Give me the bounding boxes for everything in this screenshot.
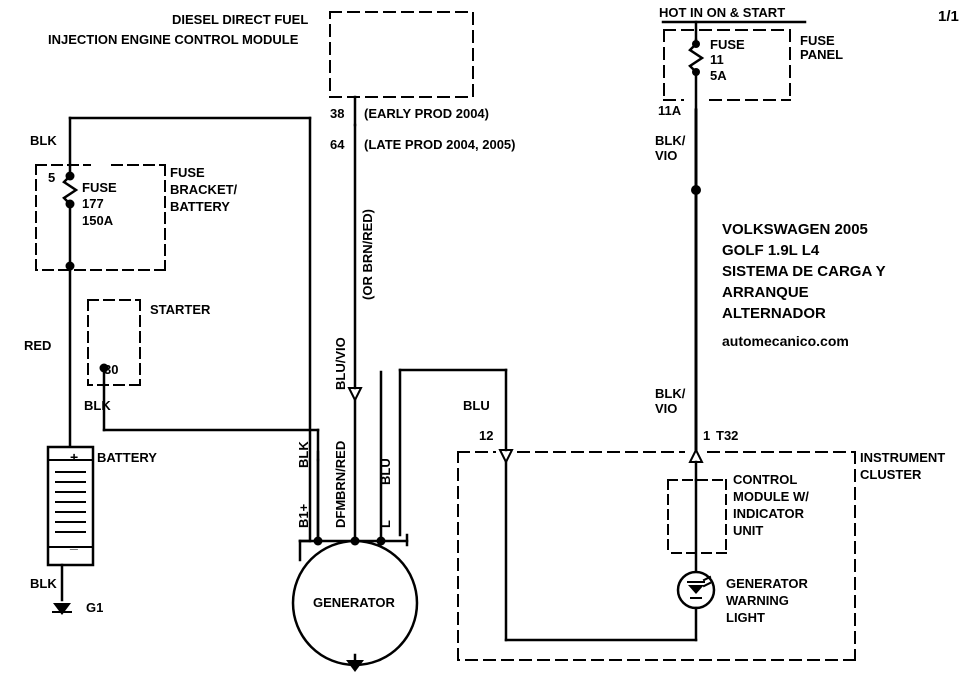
battery-label: BATTERY	[97, 450, 157, 465]
fuse-bracket-line1: FUSE	[170, 165, 205, 180]
blk-top-left-label: BLK	[30, 133, 57, 148]
l-terminal-label: L	[378, 520, 393, 528]
blk-vio-top-line2: VIO	[655, 148, 678, 163]
blk-vio-top-line1: BLK/	[655, 133, 686, 148]
diagram-title-line-3: SISTEMA DE CARGA Y	[722, 263, 886, 280]
pin-64-label: 64	[330, 137, 345, 152]
fuse-11-label-line1: FUSE	[710, 37, 745, 52]
blk-ground-label: BLK	[30, 576, 57, 591]
battery-plus-symbol: +	[70, 449, 79, 465]
blu-vio-wire-label: BLU/VIO	[333, 337, 348, 390]
battery-minus-symbol: _	[70, 535, 78, 551]
fuse-11-label-line2: 11	[710, 52, 724, 67]
red-wire-label: RED	[24, 338, 52, 353]
generator-warning-line3: LIGHT	[726, 610, 765, 625]
fuse-panel-label-line2: PANEL	[800, 47, 844, 62]
ecm-label-line1: DIESEL DIRECT FUEL	[172, 12, 309, 27]
blk-vio-bottom-line1: BLK/	[655, 386, 686, 401]
pin-38-note: (EARLY PROD 2004)	[364, 106, 489, 121]
fuse-bracket-line2: BRACKET/	[170, 182, 238, 197]
diagram-title-line-5: ALTERNADOR	[722, 305, 826, 322]
pin-1-label: 1	[703, 428, 711, 443]
brn-red-wire-label: BRN/RED	[333, 440, 348, 500]
pin-38-label: 38	[330, 106, 345, 121]
fuse-177-line3: 150A	[82, 213, 114, 228]
ground-g1-label: G1	[86, 600, 104, 615]
blk-vio-bottom-line2: VIO	[655, 401, 678, 416]
diagram-title-line-1: VOLKSWAGEN 2005	[722, 221, 868, 238]
control-module-line2: MODULE W/	[733, 489, 809, 504]
control-module-line3: INDICATOR	[733, 506, 805, 521]
blu-horizontal-wire-label: BLU	[463, 398, 490, 413]
generator-warning-line1: GENERATOR	[726, 576, 808, 591]
fuse-11-label-line3: 5A	[710, 68, 727, 83]
pin-11a-label: 11A	[658, 103, 682, 118]
or-brn-red-note: (OR BRN/RED)	[360, 209, 375, 300]
fuse-panel-label-line1: FUSE	[800, 33, 835, 48]
diagram-title-line-4: ARRANQUE	[722, 284, 809, 301]
blk-generator-wire-label: BLK	[296, 441, 311, 468]
pin-64-note: (LATE PROD 2004, 2005)	[364, 137, 516, 152]
generator-label: GENERATOR	[313, 595, 395, 610]
diagram-title-line-2: GOLF 1.9L L4	[722, 242, 820, 259]
fuse-177-line2: 177	[82, 196, 104, 211]
instrument-cluster-line1: INSTRUMENT	[860, 450, 946, 465]
control-module-line4: UNIT	[733, 523, 764, 538]
diagram-credit: automecanico.com	[722, 333, 849, 349]
page-number: 1/1	[938, 8, 959, 25]
fuse-number-5-label: 5	[48, 170, 56, 185]
pin-12-label: 12	[479, 428, 494, 443]
fuse-bracket-line3: BATTERY	[170, 199, 230, 214]
blk-starter-wire-label: BLK	[84, 398, 111, 413]
connector-t32-label: T32	[716, 428, 739, 443]
hot-in-on-start-label: HOT IN ON & START	[659, 5, 786, 20]
dfm-terminal-label: DFM	[333, 499, 348, 528]
starter-label: STARTER	[150, 302, 211, 317]
starter-pin-30-label: 30	[104, 362, 119, 377]
control-module-line1: CONTROL	[733, 472, 798, 487]
b1-plus-terminal-label: B1+	[296, 503, 311, 528]
ecm-label-line2: INJECTION ENGINE CONTROL MODULE	[48, 32, 299, 47]
generator-warning-line2: WARNING	[726, 593, 789, 608]
fuse-177-line1: FUSE	[82, 180, 117, 195]
instrument-cluster-line2: CLUSTER	[860, 467, 922, 482]
blu-vertical-wire-label: BLU	[378, 458, 393, 485]
